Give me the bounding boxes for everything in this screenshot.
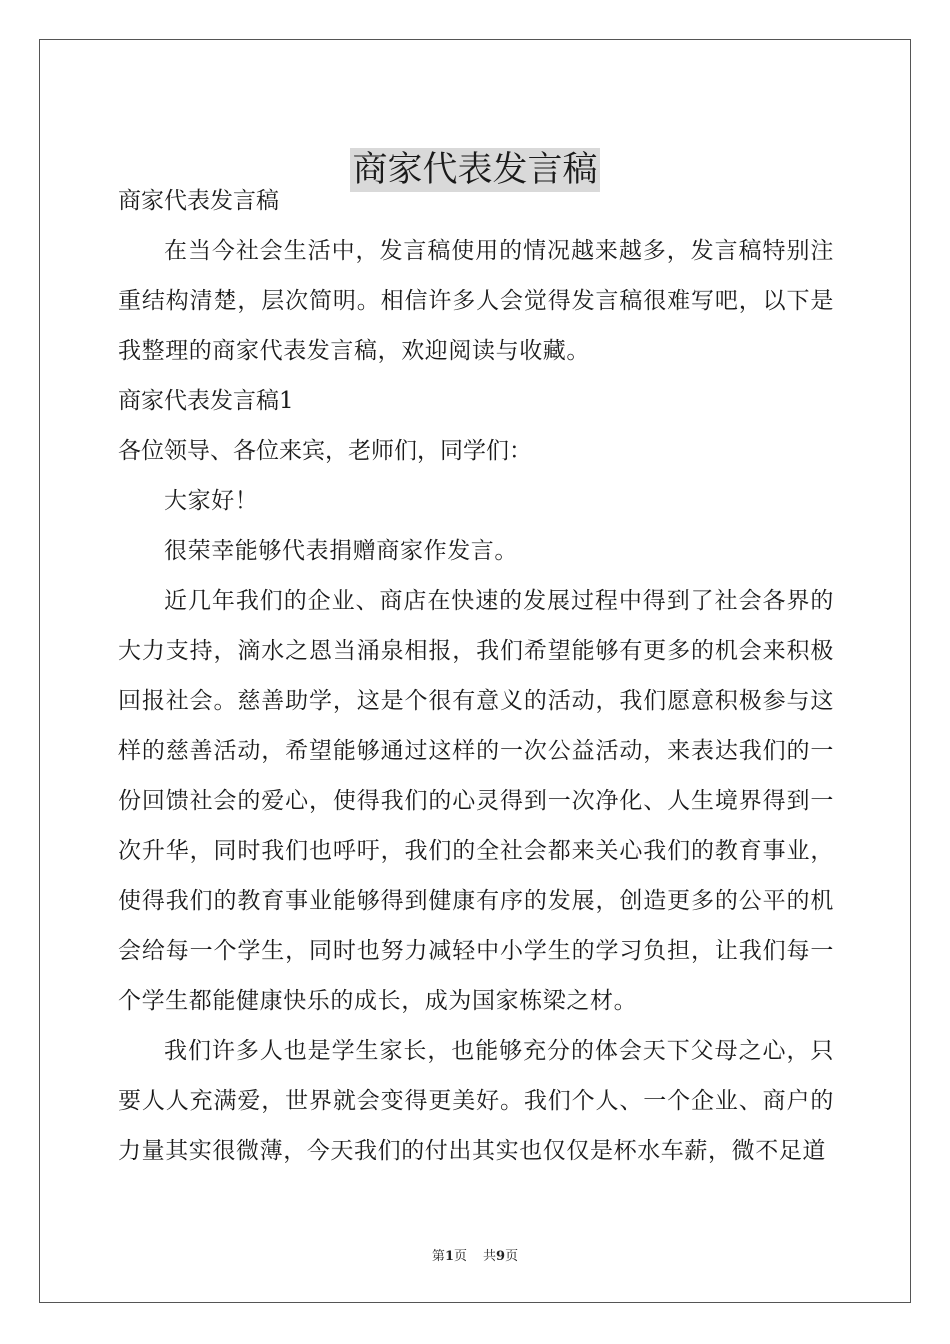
opening-paragraph: 很荣幸能够代表捐赠商家作发言。 [164, 538, 518, 564]
body-paragraph: 近几年我们的企业、商店在快速的发展过程中得到了社会各界的大力支持，滴水之恩当涌泉相报，我们希望能够有更多的机会来积极回报社会。慈善助学，这是个很有意义的活动，我们愿意积极参与这样的慈善活动，希望能够通过这样的一次公益活动，来表达我们的一份回馈社会的爱心，使得我们的心灵得到一次净化、人生境界得到一次升华，同时我们也呼吁，我们的全社会都来关心我们的教育事业，使得我们的教育事业能够得到健康有序的发展，创造更多的公平的机会给每一个学生，同时也努力减轻中小学生的学习负担，让我们每一个学生都能健康快乐的成长，成为国家栋梁之材。 [118, 588, 834, 1014]
document-title: 商家代表发言稿 [352, 150, 598, 191]
page-prefix: 第 [431, 1249, 445, 1264]
section-heading: 商家代表发言稿1 [118, 388, 294, 414]
greeting: 大家好！ [164, 488, 259, 514]
total-pages: 9 [496, 1249, 506, 1264]
salutation: 各位领导、各位来宾，老师们，同学们： [118, 438, 532, 464]
subtitle-line: 商家代表发言稿 [118, 188, 279, 214]
total-suffix: 页 [505, 1249, 519, 1264]
page-suffix: 页 [453, 1249, 467, 1264]
page-footer [0, 1248, 950, 1266]
intro-paragraph: 在当今社会生活中，发言稿使用的情况越来越多，发言稿特别注重结构清楚，层次简明。相信许多人会觉得发言稿很难写吧，以下是我整理的商家代表发言稿，欢迎阅读与收藏。 [118, 238, 834, 364]
total-prefix: 共 [483, 1249, 497, 1264]
page-number: 1 [444, 1249, 454, 1264]
document-body [118, 176, 834, 1176]
body-paragraph: 我们许多人也是学生家长，也能够充分的体会天下父母之心，只要人人充满爱，世界就会变得更美好。我们个人、一个企业、商户的力量其实很微薄，今天我们的付出其实也仅仅是杯水车薪，微不足道 [118, 1038, 834, 1164]
